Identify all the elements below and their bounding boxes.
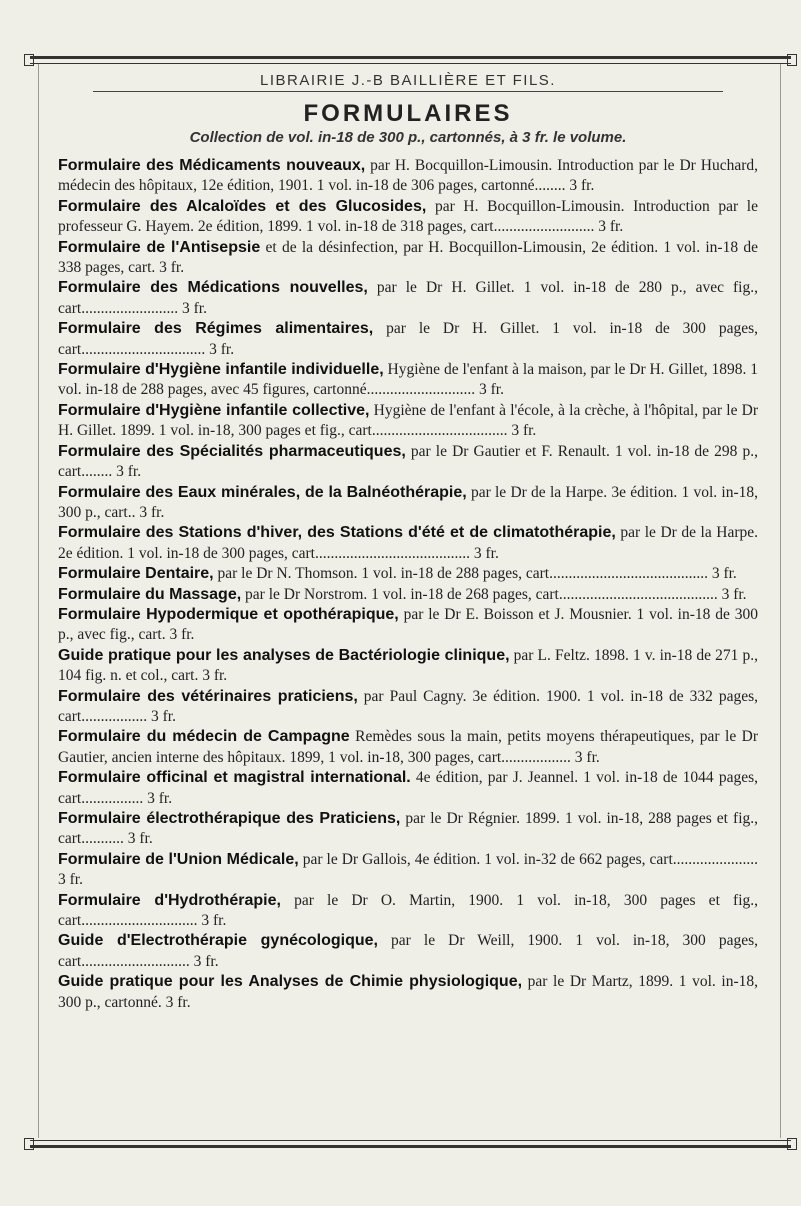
entry-description: par le Dr N. Thomson. 1 vol. in-18 de 288 pages, cart......................................... 3 fr. — [213, 565, 737, 583]
publisher-header: LIBRAIRIE J.-B BAILLIÈRE ET FILS. — [260, 72, 556, 89]
entry-description: par Paul Cagny. 3e édition. 1900. 1 vol. in-18 de 332 pages, cart................. 3 fr. — [58, 687, 758, 725]
entry-title: Formulaire des Spécialités pharmaceutiques, — [58, 442, 406, 460]
entry-title: Formulaire des Eaux minérales, de la Balnéothérapie, — [58, 483, 467, 501]
catalog-entry — [58, 891, 758, 932]
page-title: FORMULAIRES — [303, 100, 513, 127]
entry-title: Formulaire officinal et magistral international. — [58, 769, 411, 787]
catalog-entry — [58, 278, 758, 319]
catalog-entry — [58, 483, 758, 524]
entry-title: Formulaire Hypodermique et opothérapique, — [58, 605, 399, 623]
catalog-page — [58, 64, 758, 1136]
entry-title: Formulaire des Régimes alimentaires, — [58, 320, 374, 338]
entry-description: par le Dr Régnier. 1899. 1 vol. in-18, 288 pages et fig., cart........... 3 fr. — [58, 810, 759, 848]
entry-title: Formulaire des Médicaments nouveaux, — [58, 157, 366, 174]
catalog-entry — [58, 197, 758, 238]
catalog-entry — [58, 727, 758, 768]
catalog-entry — [58, 646, 758, 687]
entry-title: Guide pratique pour les analyses de Bactériologie clinique, — [58, 646, 510, 664]
entry-description: par le Dr Martz, 1899. 1 vol. in-18, 300 p., cartonné. 3 fr. — [58, 973, 758, 1011]
left-margin-line — [38, 64, 39, 1138]
catalog-entry — [58, 972, 758, 1013]
entry-title: Formulaire Dentaire, — [58, 565, 214, 583]
corner-ornament-top-right — [787, 54, 797, 66]
catalog-entry — [58, 156, 758, 197]
corner-ornament-top-left — [24, 54, 34, 66]
catalog-entry — [58, 523, 758, 564]
catalog-entry — [58, 768, 758, 809]
entry-description: par le Dr de la Harpe. 3e édition. 1 vol. in-18, 300 p., cart.. 3 fr. — [58, 483, 759, 521]
catalog-entry — [58, 585, 758, 605]
catalog-entry — [58, 401, 758, 442]
catalog-entries — [58, 156, 758, 1013]
catalog-entry — [58, 442, 758, 483]
entry-description: par L. Feltz. 1898. 1 v. in-18 de 271 p., 104 fig. n. et col., cart. 3 fr. — [58, 646, 758, 685]
entry-description: par le Dr H. Gillet. 1 vol. in-18 de 300 pages, cart................................ 3 fr. — [58, 320, 758, 358]
entry-title: Guide pratique pour les Analyses de Chimie physiologique, — [58, 973, 523, 991]
entry-title: Formulaire de l'Union Médicale, — [58, 850, 299, 868]
entry-description: par le Dr H. Gillet. 1 vol. in-18 de 280 p., avec fig., cart......................... 3 fr. — [58, 279, 758, 317]
catalog-entry — [58, 319, 758, 360]
header-rule — [93, 91, 723, 92]
catalog-entry — [58, 931, 758, 972]
entry-description: Hygiène de l'enfant à l'école, à la crèche, à l'hôpital, par le Dr H. Gillet. 1899. 1 vol. in-18, 300 pages et fig., cart................................... 3 fr. — [58, 401, 758, 440]
entry-title: Guide d'Electrothérapie gynécologique, — [58, 932, 378, 950]
bottom-border-rule — [30, 1140, 791, 1148]
catalog-entry — [58, 809, 758, 850]
entry-title: Formulaire d'Hygiène infantile individuelle, — [58, 361, 384, 379]
entry-description: par le Dr O. Martin, 1900. 1 vol. in-18, 300 pages et fig., cart.............................. 3 fr. — [58, 891, 758, 930]
entry-description: par le Dr Gallois, 4e édition. 1 vol. in-32 de 662 pages, cart...................... 3 fr. — [58, 850, 758, 889]
entry-description: par le Dr Weill, 1900. 1 vol. in-18, 300 pages, cart............................ 3 fr. — [58, 932, 758, 970]
catalog-entry — [58, 360, 758, 401]
entry-title: Formulaire du médecin de Campagne — [58, 728, 350, 746]
catalog-entry — [58, 605, 758, 646]
entry-description: Hygiène de l'enfant à la maison, par le Dr H. Gillet, 1898. 1 vol. in-18 de 288 pages, avec 45 figures, cartonné............................ 3 fr. — [58, 361, 759, 399]
entry-description: par le Dr Norstrom. 1 vol. in-18 de 268 pages, cart......................................... 3 fr. — [241, 585, 747, 603]
entry-description: par H. Bocquillon-Limousin. Introduction par le professeur G. Hayem. 2e édition, 1899. 1 vol. in-18 de 318 pages, cart.......................... 3 fr. — [58, 197, 758, 236]
top-border-rule — [30, 56, 791, 64]
entry-title: Formulaire de l'Antisepsie — [58, 238, 261, 256]
corner-ornament-bottom-right — [787, 1138, 797, 1150]
entry-title: Formulaire des vétérinaires praticiens, — [58, 687, 358, 705]
entry-description: par le Dr de la Harpe. 2e édition. 1 vol. in-18 de 300 pages, cart........................................ 3 fr. — [58, 524, 759, 562]
catalog-entry — [58, 238, 758, 279]
entry-title: Formulaire des Médications nouvelles, — [58, 279, 368, 297]
entry-title: Formulaire d'Hydrothérapie, — [58, 891, 281, 909]
entry-title: Formulaire des Alcaloïdes et des Glucosides, — [58, 197, 427, 215]
entry-title: Formulaire des Stations d'hiver, des Stations d'été et de climatothérapie, — [58, 524, 616, 542]
collection-subtitle: Collection de vol. in-18 de 300 p., cartonnés, à 3 fr. le volume. — [189, 129, 627, 146]
entry-title: Formulaire d'Hygiène infantile collective, — [58, 401, 370, 419]
entry-description: et de la désinfection, par H. Bocquillon-Limousin, 2e édition. 1 vol. in-18 de 338 pages, cart. 3 fr. — [58, 238, 758, 277]
right-margin-line — [780, 64, 781, 1138]
catalog-entry — [58, 564, 758, 584]
entry-title: Formulaire électrothérapique des Praticiens, — [58, 810, 401, 827]
catalog-entry — [58, 687, 758, 728]
catalog-entry — [58, 850, 758, 891]
entry-description: 4e édition, par J. Jeannel. 1 vol. in-18 de 1044 pages, cart................ 3 fr. — [58, 769, 758, 807]
entry-description: par le Dr Gautier et F. Renault. 1 vol. in-18 de 298 p., cart........ 3 fr. — [58, 442, 758, 481]
entry-title: Formulaire du Massage, — [58, 585, 242, 603]
corner-ornament-bottom-left — [24, 1138, 34, 1150]
entry-description: par le Dr E. Boisson et J. Mousnier. 1 vol. in-18 de 300 p., avec fig., cart. 3 fr. — [58, 605, 758, 644]
entry-description: Remèdes sous la main, petits moyens thérapeutiques, par le Dr Gautier, ancien interne des hôpitaux. 1899, 1 vol. in-18, 300 pages, cart.................. 3 fr. — [58, 728, 758, 766]
entry-description: par H. Bocquillon-Limousin. Introduction par le Dr Huchard, médecin des hôpitaux, 12e édition, 1901. 1 vol. in-18 de 306 pages, cartonné........ 3 fr. — [58, 157, 758, 195]
